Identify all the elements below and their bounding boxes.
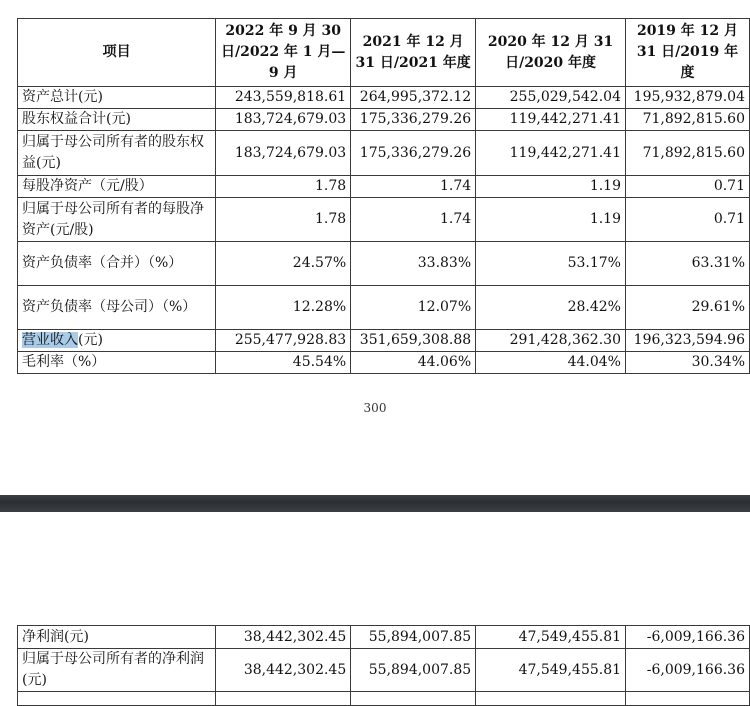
cell-value: 291,428,362.30 xyxy=(476,330,626,352)
cell-value: 38,442,302.45 xyxy=(216,649,351,692)
cell-value: 45.54% xyxy=(216,352,351,374)
row-label: 归属于母公司所有者的净利润(元) xyxy=(18,649,216,692)
cell-value: 1.78 xyxy=(216,176,351,198)
cell-value: 55,894,007.85 xyxy=(351,649,476,692)
table-row xyxy=(18,286,750,330)
table-row xyxy=(18,242,750,286)
cell-value: -6,009,166.36 xyxy=(626,649,750,692)
cell-value: 264,995,372.12 xyxy=(351,87,476,109)
row-label: 毛利率（%） xyxy=(18,352,216,374)
cell-value: 195,932,879.04 xyxy=(625,87,749,109)
table-row xyxy=(18,352,750,374)
cell-value: 1.19 xyxy=(476,176,626,198)
cell-value: 30.34% xyxy=(625,352,749,374)
financial-summary-table-continued xyxy=(17,625,750,706)
row-label-unit: (元) xyxy=(78,332,103,348)
cell-value: 44.06% xyxy=(351,352,476,374)
cell-value: -6,009,166.36 xyxy=(626,626,750,649)
table-row xyxy=(18,87,750,109)
page-separator xyxy=(0,495,750,512)
row-label: 归属于母公司所有者的每股净资产(元/股) xyxy=(18,198,216,242)
row-label: 资产总计(元) xyxy=(18,87,216,109)
cell-value: 47,549,455.81 xyxy=(476,626,626,649)
header-2022q3-text: 2022 年 9 月 30 日/2022 年 1 月—9 月 xyxy=(220,23,346,81)
cell-value: 29.61% xyxy=(625,286,749,330)
cell-value: 1.74 xyxy=(351,176,476,198)
cell-value: 175,336,279.26 xyxy=(351,131,476,176)
cell-value: 1.19 xyxy=(476,198,626,242)
row-label: 资产负债率（母公司）（%） xyxy=(18,286,216,330)
cell-value: 0.71 xyxy=(625,198,749,242)
table-row xyxy=(18,131,750,176)
cell-value: 12.07% xyxy=(351,286,476,330)
cell-value: 183,724,679.03 xyxy=(216,109,351,131)
cell-value: 24.57% xyxy=(216,242,351,286)
cell-value: 1.74 xyxy=(351,198,476,242)
table-row xyxy=(18,198,750,242)
cell-value: 33.83% xyxy=(351,242,476,286)
header-item: 项目 xyxy=(18,19,216,87)
cell-value: 28.42% xyxy=(476,286,626,330)
cell-value: 38,442,302.45 xyxy=(216,626,351,649)
header-2020-text: 2020 年 12 月 31 日/2020 年度 xyxy=(487,33,614,71)
cell-value: 119,442,271.41 xyxy=(476,131,626,176)
selected-text-highlight[interactable]: 营业收入 xyxy=(22,332,78,348)
cell-value: 53.17% xyxy=(476,242,626,286)
cell-value: 119,442,271.41 xyxy=(476,109,626,131)
cell-value: 1.78 xyxy=(216,198,351,242)
cell-value: 44.04% xyxy=(476,352,626,374)
row-label: 资产负债率（合并）（%） xyxy=(18,242,216,286)
table-header-row xyxy=(18,19,750,87)
cell-value: 175,336,279.26 xyxy=(351,109,476,131)
header-2019 xyxy=(625,19,749,87)
header-2020 xyxy=(476,19,626,87)
cell-value: 0.71 xyxy=(625,176,749,198)
cell-value: 196,323,594.96 xyxy=(625,330,749,352)
cell-value: 47,549,455.81 xyxy=(476,649,626,692)
table-row xyxy=(18,330,750,352)
cell-value: 183,724,679.03 xyxy=(216,131,351,176)
header-2022q3 xyxy=(216,19,351,87)
table-row xyxy=(18,626,750,649)
page-number: 300 xyxy=(363,401,387,415)
header-2021 xyxy=(351,19,476,87)
row-label: 净利润(元) xyxy=(18,626,216,649)
cell-value: 63.31% xyxy=(625,242,749,286)
table-row xyxy=(18,109,750,131)
row-label: 股东权益合计(元) xyxy=(18,109,216,131)
table-row xyxy=(18,649,750,692)
row-label xyxy=(18,330,216,352)
header-2019-text: 2019 年 12 月 31 日/2019 年度 xyxy=(636,23,739,81)
header-2021-text: 2021 年 12 月 31 日/2021 年度 xyxy=(355,33,471,71)
financial-summary-table xyxy=(17,18,750,374)
cell-value: 351,659,308.88 xyxy=(351,330,476,352)
cell-value: 71,892,815.60 xyxy=(625,131,749,176)
row-label: 归属于母公司所有者的股东权益(元) xyxy=(18,131,216,176)
cell-value: 55,894,007.85 xyxy=(351,626,476,649)
cell-value: 243,559,818.61 xyxy=(216,87,351,109)
cell-value: 71,892,815.60 xyxy=(625,109,749,131)
cell-value: 255,477,928.83 xyxy=(216,330,351,352)
table-row xyxy=(18,176,750,198)
cell-value: 12.28% xyxy=(216,286,351,330)
row-label: 每股净资产（元/股） xyxy=(18,176,216,198)
cell-value: 255,029,542.04 xyxy=(476,87,626,109)
